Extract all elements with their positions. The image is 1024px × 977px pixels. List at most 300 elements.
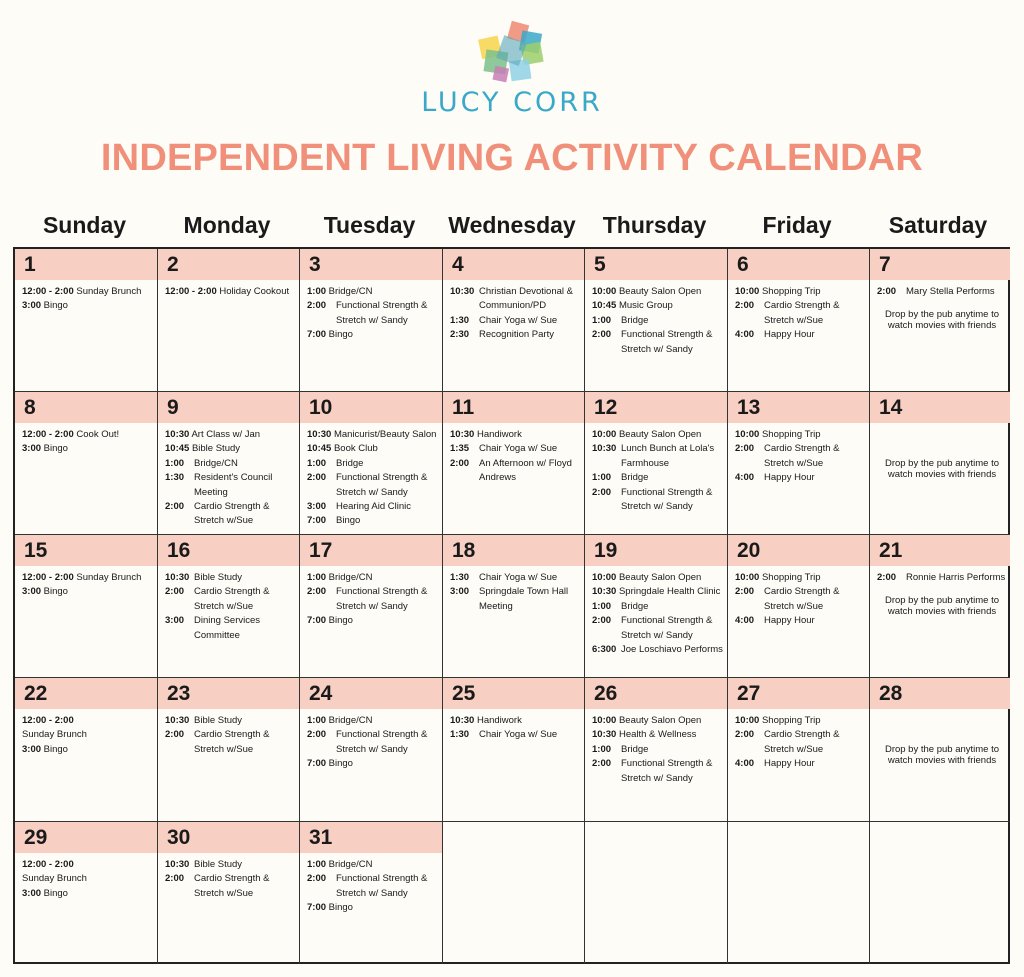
event-item bbox=[307, 614, 439, 628]
event-time: 2:00 bbox=[735, 443, 755, 455]
event-item bbox=[450, 457, 581, 486]
event-title: Bingo bbox=[328, 758, 353, 770]
event-title: Cardio Strength & Stretch w/Sue bbox=[764, 729, 840, 755]
day-number: 3 bbox=[309, 253, 321, 276]
event-title: Beauty Salon Open bbox=[618, 429, 702, 440]
event-time: 2:30 bbox=[450, 329, 470, 341]
event-time: 10:30 bbox=[592, 586, 617, 598]
day-cell-21 bbox=[870, 535, 1010, 678]
event-item bbox=[592, 585, 724, 599]
event-time: 7:00 bbox=[307, 329, 327, 341]
day-number: 1 bbox=[24, 253, 36, 276]
empty-day-cell bbox=[870, 822, 1010, 964]
event-time: 10:00 bbox=[735, 572, 760, 583]
event-title: Springdale Town Hall Meeting bbox=[479, 586, 569, 612]
event-item bbox=[735, 614, 866, 628]
event-time: 1:00 bbox=[307, 859, 327, 870]
event-time: 2:00 bbox=[877, 286, 897, 297]
day-number: 9 bbox=[167, 396, 179, 419]
event-title: Bridge/CN bbox=[328, 715, 373, 726]
event-title: Functional Strength & Stretch w/ Sandy bbox=[336, 472, 428, 498]
page-title: INDEPENDENT LIVING ACTIVITY CALENDAR bbox=[100, 137, 924, 179]
event-time: 1:00 bbox=[165, 457, 185, 469]
event-item bbox=[307, 428, 439, 442]
event-title: Cardio Strength & Stretch w/Sue bbox=[194, 586, 270, 612]
event-title: Recognition Party bbox=[479, 329, 554, 341]
event-title: Chair Yoga w/ Sue bbox=[479, 443, 558, 455]
event-title: Sunday Brunch bbox=[76, 286, 142, 297]
day-number: 23 bbox=[167, 682, 191, 705]
event-title: Happy Hour bbox=[764, 329, 815, 341]
event-title: Bible Study bbox=[194, 715, 243, 726]
event-time: 1:30 bbox=[450, 729, 470, 741]
day-header-band bbox=[300, 249, 442, 280]
event-time: 2:00 bbox=[735, 729, 755, 741]
day-header-band bbox=[870, 249, 1010, 280]
event-title: Functional Strength & Stretch w/ Sandy bbox=[621, 615, 713, 641]
event-item bbox=[307, 514, 439, 528]
event-time: 7:00 bbox=[307, 758, 327, 770]
day-cell-4 bbox=[443, 249, 585, 392]
event-time: 12:00 - 2:00 bbox=[22, 859, 74, 870]
day-cell-27 bbox=[728, 678, 870, 822]
event-title: Shopping Trip bbox=[761, 715, 821, 726]
event-title: Hearing Aid Clinic bbox=[336, 501, 411, 513]
day-cell-29 bbox=[15, 822, 158, 964]
event-item bbox=[735, 299, 866, 328]
event-title: Bridge bbox=[621, 743, 649, 755]
event-item bbox=[877, 571, 1007, 585]
event-list bbox=[735, 571, 866, 629]
event-title: Bible Study bbox=[194, 572, 243, 583]
event-list bbox=[307, 571, 439, 629]
event-title: Functional Strength & Stretch w/ Sandy bbox=[336, 586, 428, 612]
event-list bbox=[877, 571, 1007, 617]
event-item bbox=[307, 442, 439, 456]
event-item bbox=[165, 500, 296, 529]
event-item bbox=[592, 571, 724, 585]
event-time: 3:00 bbox=[307, 501, 327, 513]
event-list bbox=[735, 714, 866, 772]
event-item bbox=[735, 428, 866, 442]
event-item bbox=[165, 471, 296, 500]
day-number: 4 bbox=[452, 253, 464, 276]
event-title: Bridge bbox=[621, 600, 649, 612]
day-number: 26 bbox=[594, 682, 618, 705]
event-title: Cardio Strength & Stretch w/Sue bbox=[194, 729, 270, 755]
event-list bbox=[165, 571, 296, 643]
event-item bbox=[592, 600, 724, 614]
event-time: 2:00 bbox=[165, 729, 185, 741]
event-title: Chair Yoga w/ Sue bbox=[479, 314, 558, 326]
event-title: Christian Devotional & Communion/PD bbox=[479, 286, 573, 312]
event-time: 10:30 bbox=[165, 572, 190, 583]
event-item bbox=[735, 471, 866, 485]
day-number: 14 bbox=[879, 396, 903, 419]
event-title: Functional Strength & Stretch w/ Sandy bbox=[336, 300, 428, 326]
event-item bbox=[22, 743, 154, 757]
event-time: 12:00 - 2:00 bbox=[22, 572, 74, 583]
day-cell-13 bbox=[728, 392, 870, 535]
event-item bbox=[592, 442, 724, 471]
event-title: Bingo bbox=[328, 329, 353, 341]
event-item bbox=[450, 571, 581, 585]
event-item bbox=[22, 585, 154, 599]
event-time: 3:00 bbox=[22, 586, 42, 598]
day-number: 25 bbox=[452, 682, 476, 705]
event-time: 2:00 bbox=[307, 586, 327, 598]
event-time: 7:00 bbox=[307, 902, 327, 914]
event-time: 10:30 bbox=[592, 729, 617, 741]
event-item bbox=[592, 471, 724, 485]
event-time: 10:30 bbox=[450, 429, 475, 440]
event-time: 12:00 - 2:00 bbox=[22, 286, 74, 297]
event-time: 2:00 bbox=[592, 329, 612, 341]
day-cell-25 bbox=[443, 678, 585, 822]
event-item bbox=[592, 299, 724, 313]
day-cell-24 bbox=[300, 678, 443, 822]
event-title: Bridge/CN bbox=[328, 572, 373, 583]
event-item bbox=[165, 571, 296, 585]
event-title: Happy Hour bbox=[764, 758, 815, 770]
lucy-corr-logo-icon bbox=[476, 20, 548, 90]
event-title: Shopping Trip bbox=[761, 286, 821, 297]
event-item bbox=[735, 714, 866, 728]
day-number: 17 bbox=[309, 539, 333, 562]
event-item bbox=[450, 285, 581, 314]
event-item bbox=[735, 328, 866, 342]
event-item bbox=[592, 728, 724, 742]
event-list bbox=[307, 714, 439, 772]
day-cell-22 bbox=[15, 678, 158, 822]
event-item bbox=[22, 285, 154, 299]
event-title: Bingo bbox=[43, 300, 68, 312]
calendar-grid bbox=[13, 247, 1010, 964]
day-cell-5 bbox=[585, 249, 728, 392]
event-list bbox=[22, 428, 154, 457]
event-item bbox=[592, 714, 724, 728]
event-title: Bingo bbox=[43, 743, 68, 755]
event-title: Bible Study bbox=[191, 443, 241, 455]
event-title: Bridge bbox=[621, 314, 649, 326]
event-title: Holiday Cookout bbox=[219, 286, 290, 297]
day-cell-1 bbox=[15, 249, 158, 392]
event-title: Sunday Brunch bbox=[76, 572, 142, 583]
event-item bbox=[735, 757, 866, 771]
day-cell-28 bbox=[870, 678, 1010, 822]
event-title: Bridge/CN bbox=[328, 859, 373, 870]
event-list bbox=[307, 428, 439, 529]
event-item bbox=[450, 314, 581, 328]
weekday-sunday: Sunday bbox=[42, 212, 127, 238]
event-time: 7:00 bbox=[307, 615, 327, 627]
event-time: 1:35 bbox=[450, 443, 470, 455]
event-list bbox=[165, 285, 296, 299]
event-title: Happy Hour bbox=[764, 615, 815, 627]
event-time: 10:30 bbox=[165, 859, 190, 870]
event-title: Chair Yoga w/ Sue bbox=[479, 572, 558, 583]
day-number: 5 bbox=[594, 253, 606, 276]
event-title: Mary Stella Performs bbox=[906, 286, 995, 297]
day-number: 19 bbox=[594, 539, 618, 562]
event-time: 3:00 bbox=[22, 743, 42, 755]
event-item bbox=[307, 714, 439, 728]
event-item bbox=[592, 486, 724, 515]
event-list bbox=[877, 285, 1007, 331]
event-title: Functional Strength & Stretch w/ Sandy bbox=[336, 729, 428, 755]
event-item bbox=[592, 328, 724, 357]
event-title: Bingo bbox=[328, 902, 353, 914]
day-cell-26 bbox=[585, 678, 728, 822]
event-time: 10:30 bbox=[307, 429, 332, 440]
day-header-band bbox=[15, 392, 157, 423]
event-item bbox=[22, 299, 154, 313]
event-time: 2:00 bbox=[307, 472, 327, 484]
event-title: Cardio Strength & Stretch w/Sue bbox=[764, 300, 840, 326]
event-item bbox=[307, 471, 439, 500]
event-time: 4:00 bbox=[735, 615, 755, 627]
event-title: Bingo bbox=[43, 443, 68, 455]
event-title: Happy Hour bbox=[764, 472, 815, 484]
event-time: 12:00 - 2:00 bbox=[165, 286, 217, 297]
event-time: 1:00 bbox=[592, 743, 612, 755]
event-time: 4:00 bbox=[735, 472, 755, 484]
weekday-wednesday: Wednesday bbox=[448, 212, 576, 238]
event-title: Bingo bbox=[328, 615, 353, 627]
event-list bbox=[307, 858, 439, 916]
day-cell-17 bbox=[300, 535, 443, 678]
event-title: Shopping Trip bbox=[761, 572, 821, 583]
event-title: An Afternoon w/ Floyd Andrews bbox=[479, 457, 572, 484]
event-item bbox=[307, 757, 439, 771]
day-cell-14 bbox=[870, 392, 1010, 535]
event-title: Bridge/CN bbox=[194, 457, 238, 469]
event-item bbox=[735, 442, 866, 471]
event-time: 1:30 bbox=[450, 314, 470, 326]
event-list bbox=[450, 714, 581, 743]
day-number: 30 bbox=[167, 826, 191, 849]
event-title: Cardio Strength & Stretch w/Sue bbox=[764, 443, 840, 469]
event-title: Cardio Strength & Stretch w/Sue bbox=[764, 586, 840, 612]
event-list bbox=[450, 571, 581, 614]
event-item bbox=[165, 614, 296, 643]
event-list bbox=[592, 285, 724, 357]
event-time: 1:00 bbox=[307, 457, 327, 469]
event-time: 3:00 bbox=[165, 615, 185, 627]
event-list bbox=[877, 428, 1007, 480]
event-item bbox=[22, 714, 154, 743]
event-time: 2:00 bbox=[307, 729, 327, 741]
day-header-band bbox=[728, 249, 869, 280]
weekday-friday: Friday bbox=[762, 212, 832, 238]
event-item bbox=[450, 585, 581, 614]
event-item bbox=[165, 585, 296, 614]
event-time: 1:00 bbox=[592, 472, 612, 484]
day-number: 10 bbox=[309, 396, 333, 419]
weekday-monday: Monday bbox=[183, 212, 271, 238]
event-title: Resident's Council Meeting bbox=[194, 472, 273, 498]
event-title: Functional Strength & Stretch w/ Sandy bbox=[336, 873, 428, 899]
event-time: 3:00 bbox=[450, 586, 470, 598]
empty-day-cell bbox=[585, 822, 728, 964]
event-item bbox=[165, 442, 296, 456]
day-cell-8 bbox=[15, 392, 158, 535]
event-title: Dining Services Committee bbox=[194, 615, 260, 641]
event-title: Sunday Brunch bbox=[22, 729, 87, 741]
pub-note: Drop by the pub anytime to watch movies with friends bbox=[884, 309, 1000, 332]
event-time: 4:00 bbox=[735, 758, 755, 770]
event-title: Bingo bbox=[43, 586, 68, 598]
event-time: 10:45 bbox=[165, 443, 190, 455]
event-item bbox=[450, 728, 581, 742]
event-list bbox=[22, 285, 154, 314]
event-title: Bingo bbox=[336, 515, 361, 527]
event-item bbox=[165, 872, 296, 901]
event-time: 2:00 bbox=[592, 486, 612, 498]
event-item bbox=[735, 585, 866, 614]
day-number: 27 bbox=[737, 682, 761, 705]
event-time: 1:00 bbox=[307, 572, 327, 583]
event-item bbox=[165, 285, 296, 299]
pub-note: Drop by the pub anytime to watch movies with friends bbox=[884, 744, 1000, 766]
event-list bbox=[165, 858, 296, 901]
day-cell-3 bbox=[300, 249, 443, 392]
brand-name: LUCY CORR bbox=[421, 87, 603, 118]
event-item bbox=[165, 714, 296, 728]
event-title: Functional Strength & Stretch w/ Sandy bbox=[621, 329, 713, 355]
day-number: 2 bbox=[167, 253, 179, 276]
event-title: Beauty Salon Open bbox=[618, 286, 702, 297]
day-header-band bbox=[158, 392, 299, 423]
day-header-band bbox=[15, 249, 157, 280]
event-time: 10:30 bbox=[165, 429, 190, 440]
event-list bbox=[22, 714, 154, 757]
event-item bbox=[22, 858, 154, 887]
event-item bbox=[307, 872, 439, 901]
event-time: 2:00 bbox=[165, 586, 185, 598]
day-cell-2 bbox=[158, 249, 300, 392]
pub-note: Drop by the pub anytime to watch movies with friends bbox=[884, 458, 1000, 480]
event-item bbox=[735, 285, 866, 299]
event-time: 2:00 bbox=[735, 300, 755, 312]
event-item bbox=[307, 500, 439, 514]
day-number: 28 bbox=[879, 682, 903, 705]
day-number: 24 bbox=[309, 682, 333, 705]
day-number: 20 bbox=[737, 539, 761, 562]
event-item bbox=[877, 285, 1007, 299]
event-item bbox=[592, 285, 724, 299]
event-title: Ronnie Harris Performs bbox=[906, 572, 1006, 583]
day-number: 7 bbox=[879, 253, 891, 276]
day-cell-7 bbox=[870, 249, 1010, 392]
event-list bbox=[592, 428, 724, 514]
event-title: Cook Out! bbox=[76, 429, 120, 440]
event-item bbox=[307, 571, 439, 585]
event-title: Health & Wellness bbox=[618, 729, 697, 741]
event-item bbox=[22, 887, 154, 901]
day-cell-23 bbox=[158, 678, 300, 822]
event-item bbox=[450, 428, 581, 442]
day-header-band bbox=[585, 249, 727, 280]
event-time: 1:00 bbox=[307, 286, 327, 297]
event-title: Manicurist/Beauty Salon bbox=[333, 429, 437, 440]
day-number: 8 bbox=[24, 396, 36, 419]
event-time: 2:00 bbox=[165, 873, 185, 885]
event-item bbox=[22, 571, 154, 585]
event-time: 3:00 bbox=[22, 443, 42, 455]
event-item bbox=[307, 457, 439, 471]
event-title: Art Class w/ Jan bbox=[191, 429, 261, 440]
event-title: Cardio Strength & Stretch w/Sue bbox=[194, 873, 270, 899]
event-item bbox=[165, 457, 296, 471]
event-list bbox=[22, 571, 154, 600]
event-item bbox=[592, 757, 724, 786]
day-cell-16 bbox=[158, 535, 300, 678]
event-title: Functional Strength & Stretch w/ Sandy bbox=[621, 758, 713, 784]
event-title: Sunday Brunch bbox=[22, 873, 87, 885]
event-time: 10:30 bbox=[165, 715, 190, 726]
day-number: 6 bbox=[737, 253, 749, 276]
event-time: 7:00 bbox=[307, 515, 327, 527]
empty-day-cell bbox=[728, 822, 870, 964]
day-number: 29 bbox=[24, 826, 48, 849]
event-title: Beauty Salon Open bbox=[618, 715, 702, 726]
event-time: 6:300 bbox=[592, 644, 617, 656]
event-item bbox=[450, 714, 581, 728]
event-time: 2:00 bbox=[877, 572, 897, 583]
event-item bbox=[307, 728, 439, 757]
event-title: Bingo bbox=[43, 887, 68, 899]
day-cell-19 bbox=[585, 535, 728, 678]
event-title: Bridge bbox=[336, 457, 364, 469]
event-time: 10:00 bbox=[735, 286, 760, 297]
event-time: 2:00 bbox=[592, 758, 612, 770]
day-header-band bbox=[158, 249, 299, 280]
day-number: 12 bbox=[594, 396, 618, 419]
event-list bbox=[592, 571, 724, 657]
day-number: 21 bbox=[879, 539, 903, 562]
day-cell-31 bbox=[300, 822, 443, 964]
event-time: 10:45 bbox=[307, 443, 332, 455]
event-time: 3:00 bbox=[22, 300, 42, 312]
event-title: Lunch Bunch at Lola's Farmhouse bbox=[621, 443, 715, 469]
day-cell-15 bbox=[15, 535, 158, 678]
event-item bbox=[735, 571, 866, 585]
event-list bbox=[450, 428, 581, 486]
event-time: 10:30 bbox=[450, 715, 475, 726]
event-title: Handiwork bbox=[476, 429, 522, 440]
event-time: 1:30 bbox=[450, 572, 470, 583]
event-title: Functional Strength & Stretch w/ Sandy bbox=[621, 486, 713, 513]
event-item bbox=[450, 442, 581, 456]
event-list bbox=[22, 858, 154, 901]
event-title: Chair Yoga w/ Sue bbox=[479, 729, 558, 741]
event-time: 2:00 bbox=[450, 457, 470, 469]
event-item bbox=[165, 858, 296, 872]
event-item bbox=[592, 743, 724, 757]
weekday-tuesday: Tuesday bbox=[323, 212, 416, 238]
event-time: 2:00 bbox=[307, 873, 327, 885]
event-item bbox=[307, 858, 439, 872]
event-list bbox=[592, 714, 724, 786]
event-title: Springdale Health Clinic bbox=[618, 586, 721, 598]
event-time: 10:45 bbox=[592, 300, 617, 312]
event-title: Bridge/CN bbox=[328, 286, 373, 297]
event-time: 10:00 bbox=[735, 715, 760, 726]
event-time: 12:00 - 2:00 bbox=[22, 429, 74, 440]
event-list bbox=[165, 428, 296, 529]
event-time: 2:00 bbox=[735, 586, 755, 598]
